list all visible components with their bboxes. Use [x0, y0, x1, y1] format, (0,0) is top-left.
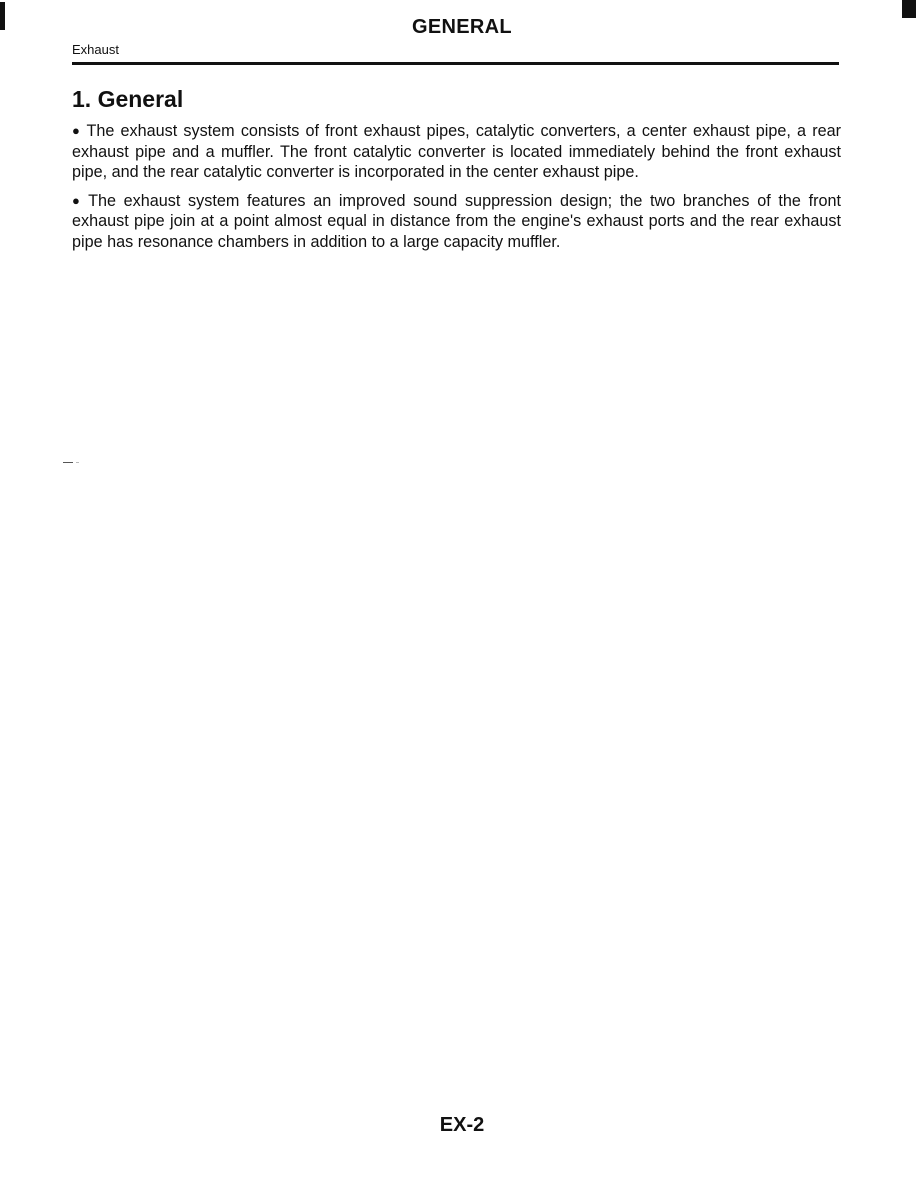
section-heading: 1. General [72, 86, 184, 112]
page-header-title: GENERAL [412, 16, 512, 38]
paragraph-text: The exhaust system consists of front exhaust pipes, catalytic converters, a center exhaust pipe, a rear exhaust pipe and a muffler. The front catalytic converter is located immediately behind the front exhaust pipe, and the rear catalytic converter is incorporated in the center exhaust pipe. [72, 122, 841, 181]
bullet-paragraph [72, 191, 841, 253]
bullet-icon: ● [72, 192, 84, 208]
paragraph-text: The exhaust system features an improved sound suppression design; the two branches of the front exhaust pipe join at a point almost equal in distance from the engine's exhaust ports and the rear exhaust pipe has resonance chambers in addition to a large capacity muffler. [72, 191, 842, 251]
header-divider [72, 62, 839, 65]
scan-speck [76, 462, 79, 463]
scan-speck [63, 462, 73, 463]
bullet-paragraph [72, 121, 841, 183]
section-label: Exhaust [72, 42, 119, 57]
bullet-icon: ● [72, 123, 82, 138]
page-number: EX-2 [439, 1114, 485, 1136]
section-body [72, 121, 841, 260]
